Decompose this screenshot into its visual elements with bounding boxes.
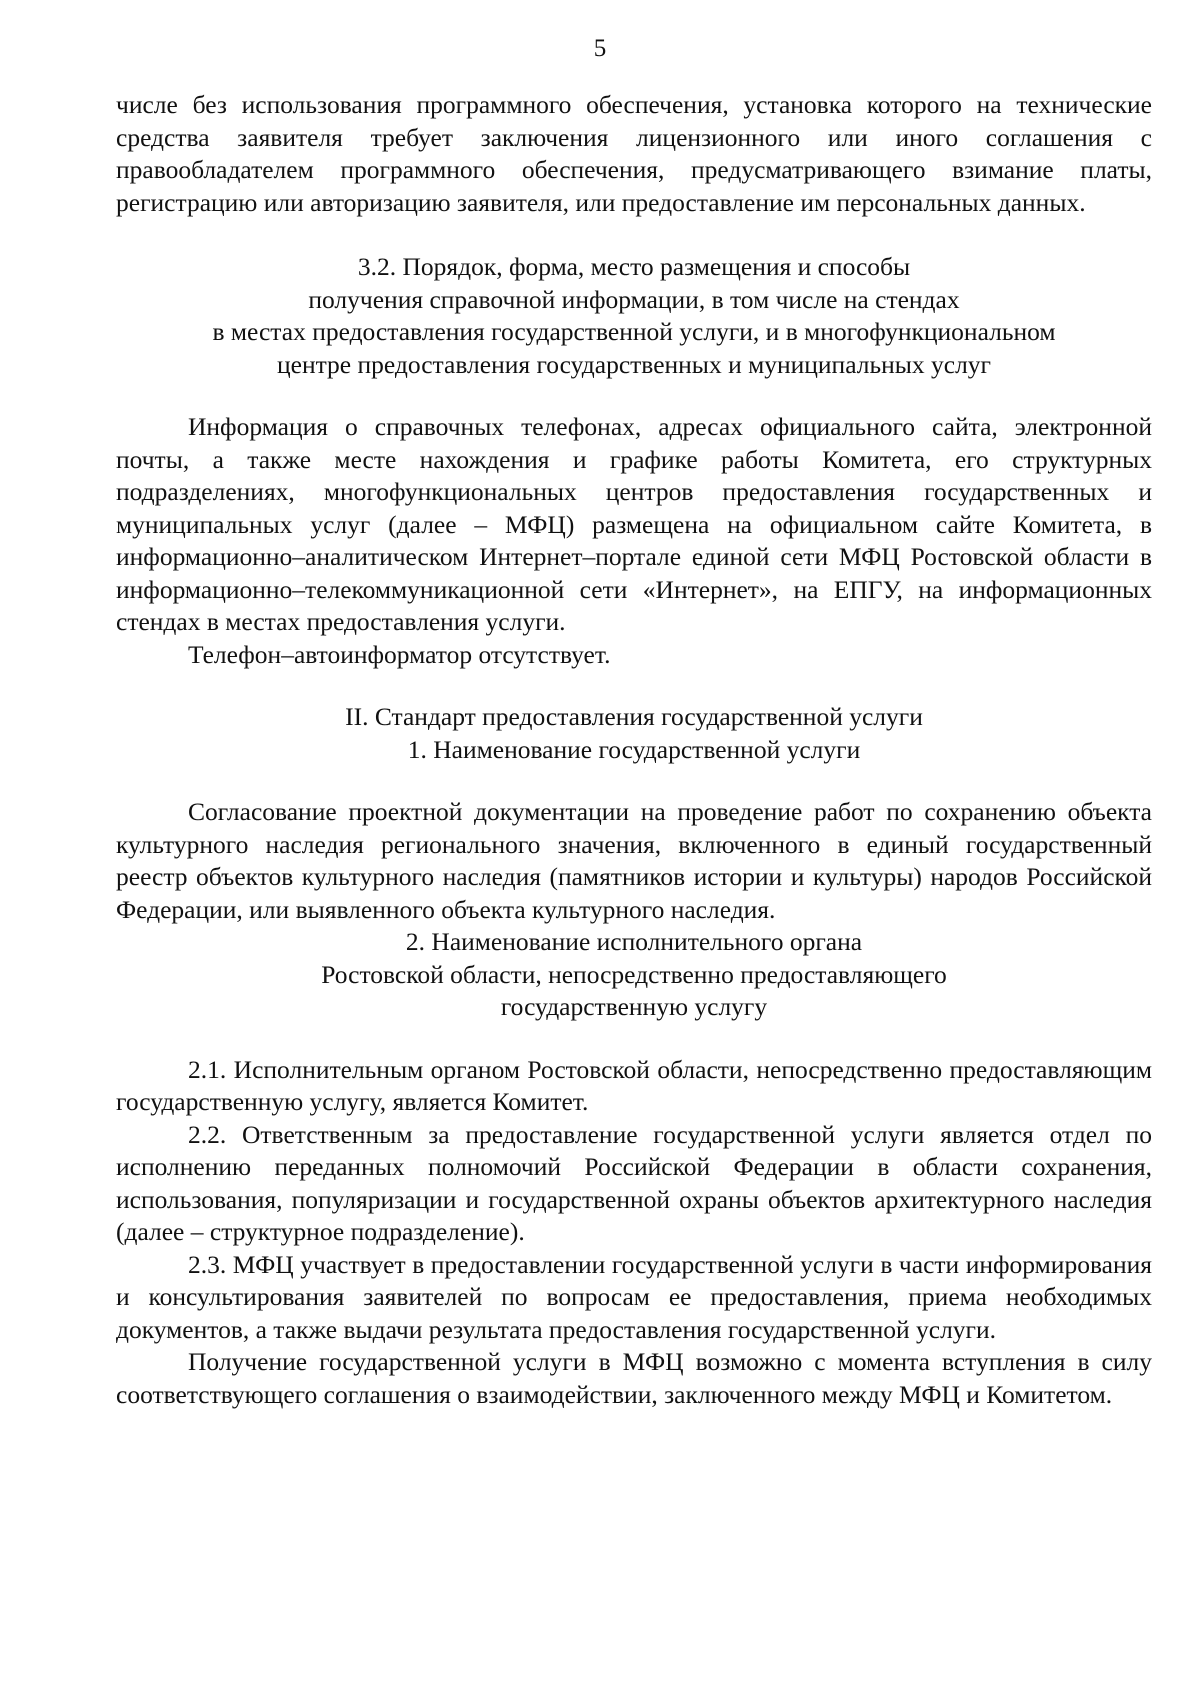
clause-2-2: 2.2. Ответственным за предоставление государственной услуги является отдел по исполнению переданных полномочий Российской Федерации в области сохранения, использования, популяризации и государственной охраны объектов архитектурного наследия (далее – структурное подразделение). — [116, 1119, 1152, 1246]
heading-line: центре предоставления государственных и муниципальных услуг — [276, 349, 992, 379]
info-paragraph: Информация о справочных телефонах, адресах официального сайта, электронной почты, а также месте нахождения и графике работы Комитета, его структурных подразделениях, многофункциональных центров предоставления государственных и муниципальных услуг (далее – МФЦ) размещена на официальном сайте Комитета, в информационно–аналитическом Интернет–портале единой сети МФЦ Ростовской области в информационно–телекоммуникационной сети «Интернет», на ЕПГУ, на информационных стендах в местах предоставления услуги. — [116, 412, 1152, 636]
heading-line: 1. Наименование государственной услуги — [407, 734, 861, 764]
section-3-2-heading — [116, 251, 1152, 381]
clause-2-3: 2.3. МФЦ участвует в предоставлении государственной услуги в части информирования и консультирования заявителей по вопросам ее предоставления, приема необходимых документов, а также выдачи результата предоставления государственной услуги. — [116, 1249, 1152, 1344]
heading-line: в местах предоставления государственной услуги, и в многофункциональном — [212, 317, 1056, 346]
mfc-agreement-paragraph: Получение государственной услуги в МФЦ возможно с момента вступления в силу соответствующего соглашения о взаимодействии, заключенного между МФЦ и Комитетом. — [116, 1347, 1152, 1409]
autoinformer-paragraph: Телефон–автоинформатор отсутствует. — [188, 639, 611, 669]
heading-line: Ростовской области, непосредственно предоставляющего — [321, 959, 947, 989]
clause-2-1: 2.1. Исполнительным органом Ростовской области, непосредственно предоставляющим государственную услугу, является Комитет. — [116, 1054, 1152, 1116]
document-body — [116, 89, 1152, 1411]
heading-line: 2. Наименование исполнительного органа — [405, 927, 863, 956]
intro-paragraph: числе без использования программного обеспечения, установка которого на технические средства заявителя требует заключения лицензионного или иного соглашения с правообладателем программного обеспечения, предусматривающего взимание платы, регистрацию или авторизацию заявителя, или предоставление им персональных данных. — [116, 90, 1152, 217]
heading-line: государственную услугу — [500, 992, 768, 1021]
heading-line: 3.2. Порядок, форма, место размещения и способы — [357, 252, 911, 281]
service-name-paragraph: Согласование проектной документации на проведение работ по сохранению объекта культурного наследия регионального значения, включенного в единый государственный реестр объектов культурного наследия (памятников истории и культуры) народов Российской Федерации, или выявленного объекта культурного наследия. — [116, 797, 1152, 924]
page-number: 5 — [593, 35, 607, 62]
section-2-heading — [116, 926, 1152, 1024]
heading-line: получения справочной информации, в том числе на стендах — [308, 284, 960, 314]
heading-line: II. Стандарт предоставления государственной услуги — [345, 702, 923, 731]
section-II-heading — [116, 701, 1152, 766]
